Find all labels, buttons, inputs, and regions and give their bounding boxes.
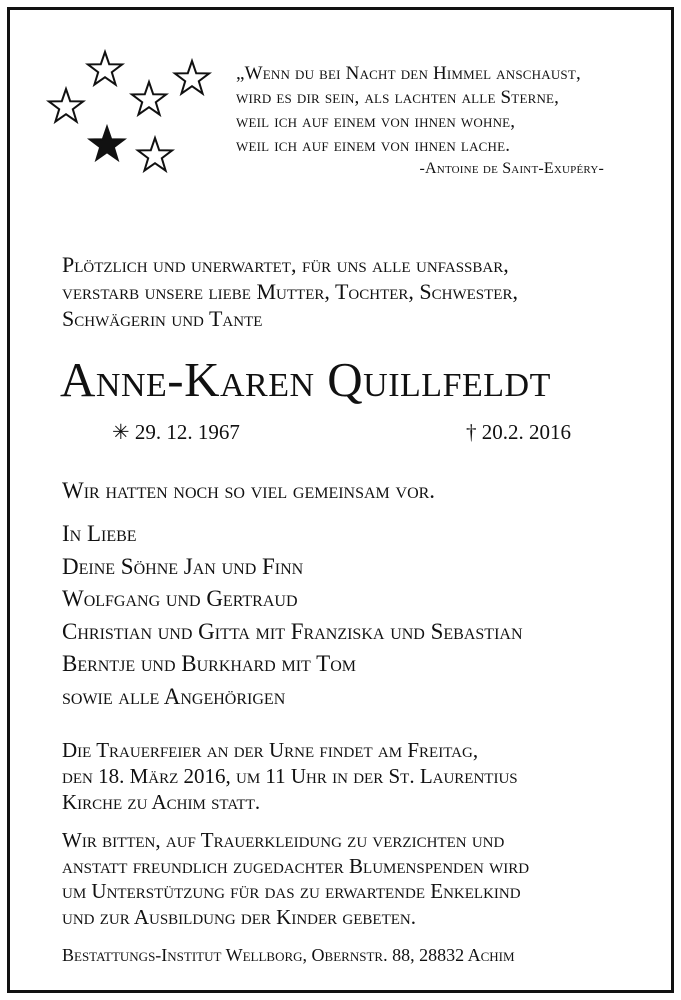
star-icon <box>175 61 209 94</box>
quote-line: wird es dir sein, als lachten alle Sterne, <box>236 87 560 108</box>
family-line: In Liebe <box>62 521 137 546</box>
family-line: sowie alle Angehörigen <box>62 683 286 709</box>
undertaker-address: Bestattungs-Institut Wellborg, Obernstr. 88, 28832 Achim <box>62 945 515 965</box>
intro-text <box>62 251 662 332</box>
family-line: Christian und Gitta mit Franziska und Sebastian <box>62 618 523 644</box>
birth-date: ✳ 29. 12. 1967 <box>112 420 240 444</box>
funeral-line: Die Trauerfeier an der Urne findet am Freitag, <box>62 738 479 762</box>
quote-author: -Antoine de Saint-Exupéry- <box>419 160 604 177</box>
intro-line: verstarb unsere liebe Mutter, Tochter, Schwester, <box>62 279 518 304</box>
funeral-line: Kirche zu Achim statt. <box>62 790 261 814</box>
quote-line: weil ich auf einem von ihnen wohne, <box>236 111 516 132</box>
donation-line: anstatt freundlich zugedachter Blumenspenden wird <box>62 853 530 878</box>
death-date: † 20.2. 2016 <box>466 420 571 444</box>
life-dates <box>0 418 681 448</box>
filled-star-icon <box>90 127 124 160</box>
family-line: Deine Söhne Jan und Finn <box>62 553 304 579</box>
quote-block <box>236 62 656 180</box>
donation-request <box>62 828 672 930</box>
star-icon <box>49 89 83 122</box>
star-icon <box>132 82 166 115</box>
family-line: Wolfgang und Gertraud <box>62 586 298 612</box>
quote-line: weil ich auf einem von ihnen lache. <box>236 135 511 156</box>
quote-line: „Wenn du bei Nacht den Himmel anschaust, <box>236 63 581 84</box>
star-icon <box>88 52 122 85</box>
deceased-name: Anne-Karen Quillfeldt <box>60 352 551 407</box>
donation-line: Wir bitten, auf Trauerkleidung zu verzichten und <box>62 828 505 852</box>
funeral-info <box>62 737 672 815</box>
family-line: Berntje und Burkhard mit Tom <box>62 651 356 677</box>
intro-line: Plötzlich und unerwartet, für uns alle unfassbar, <box>62 252 509 277</box>
plans-statement: Wir hatten noch so viel gemeinsam vor. <box>62 478 436 503</box>
donation-line: und zur Ausbildung der Kinder gebeten. <box>62 904 416 929</box>
family-list <box>62 518 672 714</box>
intro-line: Schwägerin und Tante <box>62 306 263 331</box>
stars-decoration <box>40 48 220 188</box>
star-icon <box>138 138 172 171</box>
donation-line: um Unterstützung für das zu erwartende Enkelkind <box>62 879 521 903</box>
funeral-line: den 18. März 2016, um 11 Uhr in der St. Laurentius <box>62 764 518 788</box>
